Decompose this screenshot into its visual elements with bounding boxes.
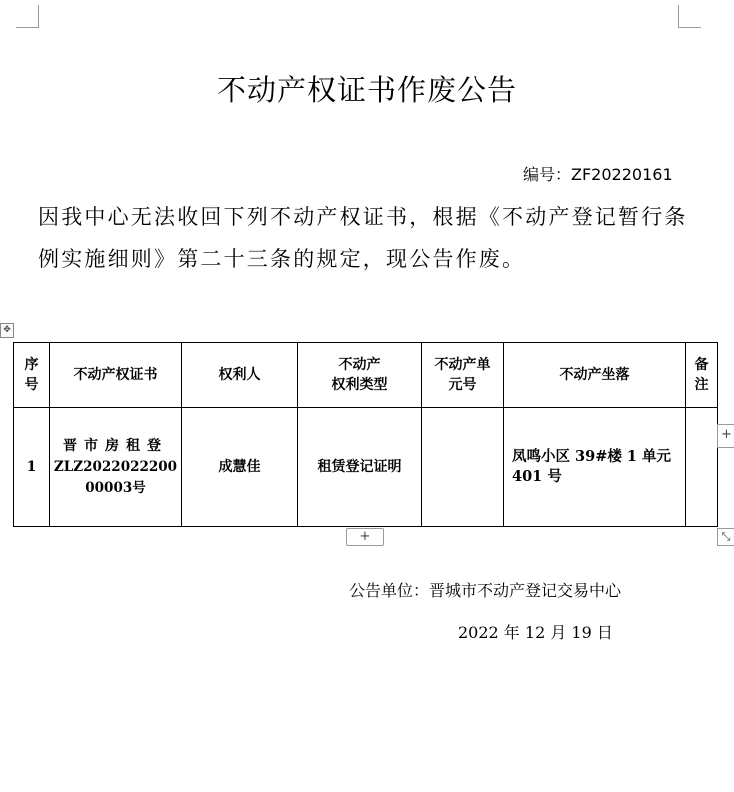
page-corner-mark-top-right bbox=[678, 5, 701, 28]
certificate-table bbox=[13, 342, 718, 527]
cell-right-type: 租赁登记证明 bbox=[298, 408, 422, 527]
cell-unit-no bbox=[422, 408, 504, 527]
page-title: 不动产权证书作废公告 bbox=[216, 73, 517, 107]
serial-number bbox=[523, 162, 673, 185]
intro-paragraph: 因我中心无法收回下列不动产权证书，根据《不动产登记暂行条例实施细则》第二十三条的规定，现公告作废。 bbox=[38, 205, 688, 271]
cell-index: 1 bbox=[14, 408, 50, 527]
table-row bbox=[14, 408, 718, 527]
issuer-label: 公告单位： bbox=[349, 581, 430, 600]
header-certificate: 不动产权证书 bbox=[50, 343, 182, 408]
cell-location: 凤鸣小区 39#楼 1 单元 401 号 bbox=[504, 408, 686, 527]
page-corner-mark-top-left bbox=[16, 5, 39, 28]
table-move-icon[interactable]: ✥ bbox=[0, 323, 14, 338]
cell-holder: 成慧佳 bbox=[182, 408, 298, 527]
header-holder: 权利人 bbox=[182, 343, 298, 408]
table-resize-icon[interactable]: ⤡ bbox=[717, 528, 734, 546]
add-row-button[interactable]: + bbox=[346, 528, 384, 546]
issuer-name: 晋城市不动产登记交易中心 bbox=[429, 581, 622, 600]
add-column-button[interactable]: + bbox=[717, 424, 734, 448]
header-remark: 备注 bbox=[686, 343, 718, 408]
issuer-line bbox=[349, 578, 621, 601]
header-index: 序号 bbox=[14, 343, 50, 408]
certificate-prefix: 晋市房租登 bbox=[63, 437, 168, 454]
cell-remark bbox=[686, 408, 718, 527]
header-unit-no: 不动产单元号 bbox=[422, 343, 504, 408]
announcement-date: 2022 年 12 月 19 日 bbox=[458, 623, 613, 642]
serial-label: 编号： bbox=[523, 165, 572, 184]
cell-certificate bbox=[50, 408, 182, 527]
table-header-row bbox=[14, 343, 718, 408]
header-right-type: 不动产 权利类型 bbox=[298, 343, 422, 408]
certificate-number: ZLZ202202220000003号 bbox=[53, 458, 178, 496]
header-location: 不动产坐落 bbox=[504, 343, 686, 408]
serial-value: ZF20220161 bbox=[571, 165, 673, 184]
